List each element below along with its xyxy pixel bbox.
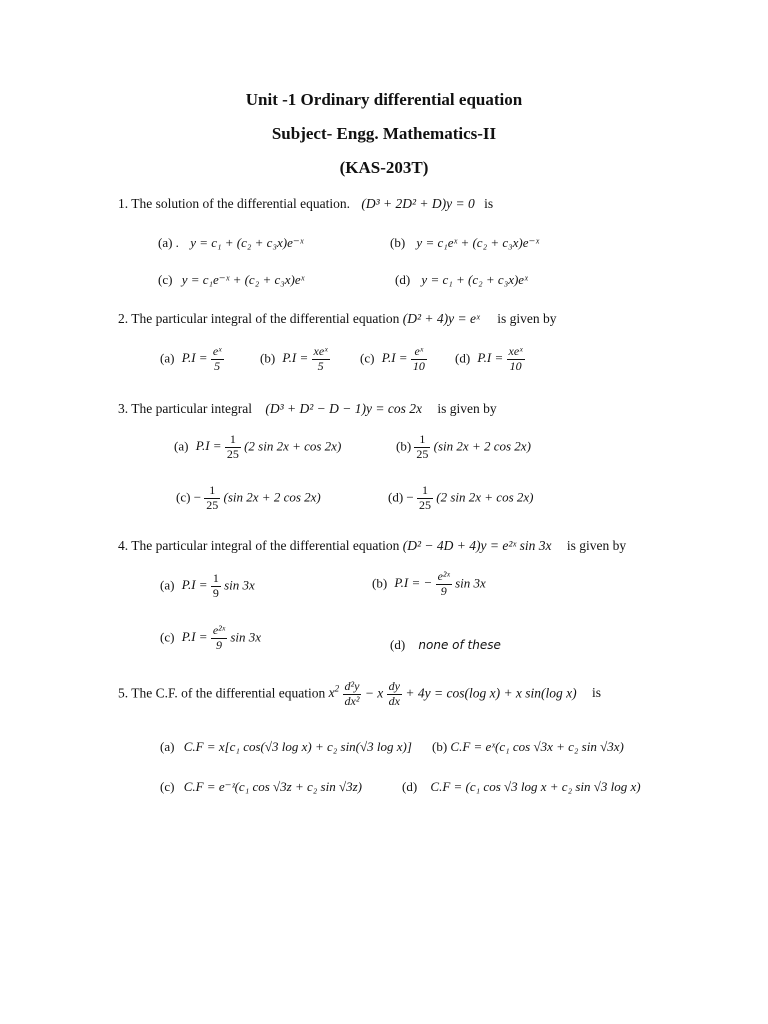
fraction-numerator: 1	[212, 571, 219, 585]
fraction-numerator: 1	[414, 433, 430, 448]
q1-option-a	[158, 235, 303, 251]
q3-option-b	[396, 433, 531, 462]
question-4	[118, 538, 626, 554]
option-label: (c)	[176, 489, 191, 505]
subject-line: Subject- Engg. Mathematics-II	[271, 124, 497, 143]
option-label: (a) .	[158, 235, 179, 250]
question-3-stem: 3. The particular integral	[118, 401, 252, 416]
option-text: y = c₁e⁻ˣ + (c₂ + c₃x)eˣ	[181, 272, 305, 287]
option-fraction	[211, 572, 221, 601]
fraction-denominator: 25	[416, 446, 429, 461]
question-1-equation: (D³ + 2D² + D)y = 0	[361, 196, 475, 211]
q3-option-c	[176, 484, 321, 513]
option-rest: (2 sin 2x + cos 2x)	[244, 438, 342, 454]
q4-option-b	[372, 570, 486, 599]
fraction-denominator: 25	[419, 497, 432, 512]
option-lhs: P.I =	[181, 629, 208, 645]
q5-option-d	[402, 779, 641, 795]
fraction-denominator: 25	[206, 497, 219, 512]
option-lhs: P.I =	[181, 577, 208, 593]
option-fraction	[507, 345, 525, 374]
option-lhs: −	[406, 489, 414, 505]
option-text: C.F = eˣ(c₁ cos √3x + c₂ sin √3x)	[450, 739, 624, 754]
question-2	[118, 311, 556, 327]
q1-option-b	[390, 235, 539, 251]
question-1	[118, 196, 493, 212]
option-lhs: P.I = −	[394, 575, 433, 591]
q1-option-d	[395, 272, 528, 288]
q2-option-c	[360, 345, 427, 374]
question-5-stem: 5. The C.F. of the differential equation	[118, 685, 326, 701]
option-fraction	[211, 624, 227, 653]
fraction-denominator: 25	[226, 446, 239, 461]
option-fraction	[417, 484, 433, 513]
option-label: (d)	[388, 489, 404, 505]
option-lhs: P.I =	[195, 438, 222, 454]
course-code: (KAS-203T)	[339, 158, 429, 177]
option-label: (b)	[372, 575, 388, 591]
question-2-tail: is given by	[497, 311, 557, 326]
q1-option-c	[158, 272, 304, 288]
question-5-second-derivative	[343, 680, 362, 709]
option-label: (b)	[396, 438, 412, 454]
q2-option-b	[260, 345, 330, 374]
fraction-denominator: 10	[412, 358, 425, 373]
document-title: Unit -1 Ordinary differential equation	[245, 90, 523, 109]
option-fraction	[414, 433, 430, 462]
q2-option-d	[455, 345, 525, 374]
option-fraction	[204, 484, 220, 513]
option-label: (a)	[174, 438, 189, 454]
option-text: C.F = e⁻ᶻ(c₁ cos √3z + c₂ sin √3z)	[183, 779, 362, 794]
q3-option-d	[388, 484, 534, 513]
option-lhs: P.I =	[477, 350, 504, 366]
option-rest: (2 sin 2x + cos 2x)	[436, 489, 534, 505]
option-label: (a)	[160, 739, 175, 754]
question-5: 5. The C.F. of the differential equation $x^2$ $\frac{\text{d²y}}{\text{dx²}}$ − x $\frac{dy}{dx}$ + 4y = cos(log x) + x sin(log x) is	[118, 679, 602, 708]
option-label: (b)	[260, 350, 276, 366]
q4-option-a	[160, 572, 255, 601]
fraction-denominator: 10	[509, 358, 522, 373]
fraction-denominator: 9	[440, 583, 447, 598]
question-5-tail: is	[592, 685, 602, 701]
option-fraction	[312, 345, 330, 374]
q5-option-b	[432, 739, 624, 755]
option-fraction	[225, 433, 241, 462]
option-label: (d)	[395, 272, 411, 287]
option-text: none of these	[418, 638, 501, 652]
option-label: (a)	[160, 577, 175, 593]
q3-option-a	[174, 433, 341, 462]
option-text: C.F = x[c₁ cos(√3 log x) + c₂ sin(√3 log x)]	[183, 739, 412, 754]
fraction-numerator: eˣ	[411, 345, 427, 360]
fraction-numerator: xeˣ	[508, 344, 523, 358]
option-label: (c)	[360, 350, 375, 366]
question-3	[118, 401, 497, 417]
fraction-denominator: 5	[214, 358, 221, 373]
fraction-denominator: dx	[388, 693, 400, 708]
option-text: y = c₁ + (c₂ + c₃x)e⁻ˣ	[190, 235, 304, 250]
option-rest: (sin 2x + 2 cos 2x)	[223, 489, 321, 505]
q5-option-a	[160, 739, 412, 755]
fraction-numerator: 1	[417, 484, 433, 499]
question-4-equation: (D² − 4D + 4)y = e²ˣ sin 3x	[402, 538, 552, 553]
question-5-equation-rest: + 4y = cos(log x) + x sin(log x)	[405, 685, 577, 701]
fraction-numerator: d²y	[344, 679, 360, 693]
q2-option-a	[160, 345, 224, 374]
q4-option-c	[160, 624, 261, 653]
option-text: y = c₁ + (c₂ + c₃x)eˣ	[421, 272, 528, 287]
option-lhs: P.I =	[381, 350, 408, 366]
fraction-numerator: 1	[204, 484, 220, 499]
fraction-denominator: 9	[215, 637, 222, 652]
option-text: y = c₁eˣ + (c₂ + c₃x)e⁻ˣ	[416, 235, 540, 250]
option-rest: sin 3x	[455, 575, 486, 591]
fraction-numerator: xeˣ	[313, 344, 328, 358]
option-label: (d)	[402, 779, 418, 794]
option-label: (c)	[160, 779, 175, 794]
question-4-tail: is given by	[566, 538, 627, 553]
option-rest: sin 3x	[224, 577, 255, 593]
question-4-stem: 4. The particular integral of the differential equation	[118, 538, 400, 553]
option-lhs: P.I =	[181, 350, 208, 366]
question-2-equation: (D² + 4)y = eˣ	[402, 311, 480, 326]
option-label: (d)	[455, 350, 471, 366]
option-fraction	[411, 345, 427, 374]
option-lhs: P.I =	[282, 350, 309, 366]
fraction-numerator: dy	[388, 679, 400, 693]
option-text: C.F = (c₁ cos √3 log x + c₂ sin √3 log x)	[430, 779, 641, 794]
option-label: (a)	[160, 350, 175, 366]
q5-option-c	[160, 779, 362, 795]
fraction-denominator: 9	[212, 585, 219, 600]
fraction-denominator: dx²	[344, 693, 360, 708]
question-3-equation: (D³ + D² − D − 1)y = cos 2x	[265, 401, 422, 416]
fraction-numerator: eˣ	[212, 344, 222, 358]
question-5-first-derivative	[387, 680, 402, 709]
question-1-stem: 1. The solution of the differential equation.	[118, 196, 350, 211]
fraction-numerator: 1	[225, 433, 241, 448]
q4-option-d	[390, 637, 501, 653]
option-label: (d)	[390, 637, 406, 652]
fraction-numerator: e²ˣ	[437, 569, 450, 583]
option-label: (b)	[432, 739, 448, 754]
question-3-tail: is given by	[437, 401, 497, 416]
question-1-tail: is	[484, 196, 494, 211]
option-rest: sin 3x	[230, 629, 262, 645]
question-2-stem: 2. The particular integral of the differential equation	[118, 311, 400, 326]
option-fraction	[436, 570, 452, 599]
fraction-numerator: e²ˣ	[212, 623, 226, 637]
option-label: (b)	[390, 235, 406, 250]
option-label: (c)	[160, 629, 175, 645]
option-label: (c)	[158, 272, 173, 287]
option-fraction	[211, 345, 224, 374]
fraction-denominator: 5	[317, 358, 324, 373]
option-rest: (sin 2x + 2 cos 2x)	[433, 438, 531, 454]
option-lhs: −	[193, 489, 202, 505]
